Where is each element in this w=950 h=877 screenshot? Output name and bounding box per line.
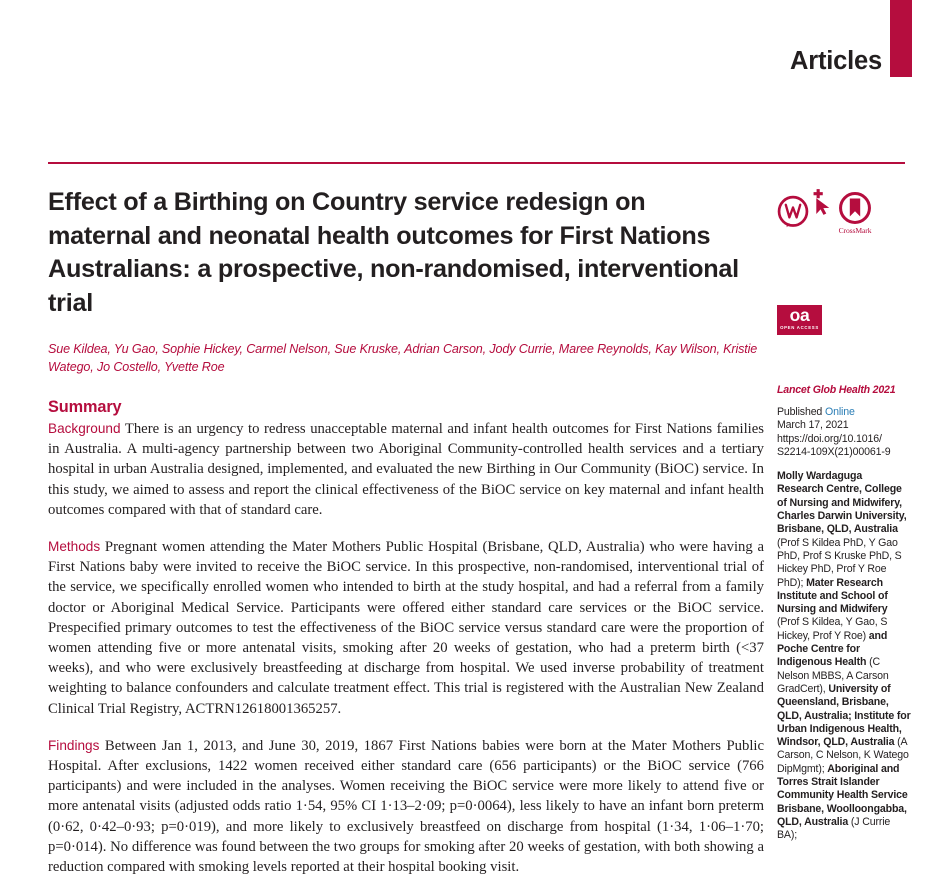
abstract-text-background: There is an urgency to redress unacceptable maternal and infant health outcomes for First Nations families in Australia. A multi-agency partnership between two Aboriginal Community-controlled health services and a tertiary hospital in urban Australia designed, implemented, and evaluated the new Birthing in Our Community (BiOC) service. In this study, we aimed to assess and report the clinical effectiveness of the BiOC service on key maternal and infant health outcomes compared with that of standard care. — [48, 421, 764, 518]
article-sidebar — [777, 384, 911, 843]
doi-line-1[interactable]: https://doi.org/10.1016/ — [777, 432, 882, 445]
affiliation-org-4: University of Queensland, Brisbane, QLD, Australia; Institute for Urban Indigenous Health, Windsor, QLD, Australia — [777, 682, 911, 749]
affiliation-people-2: (Prof S Kildea, Y Gao, S Hickey, Prof Y Roe) — [777, 616, 888, 642]
abstract-label-methods: Methods — [48, 539, 101, 555]
crossmark-icon — [838, 191, 872, 225]
journal-reference: Lancet Glob Health 2021 — [777, 384, 896, 396]
open-access-badge-text: oa — [789, 305, 810, 325]
published-prefix: Published — [777, 406, 825, 418]
open-access-badge[interactable] — [777, 305, 822, 335]
abstract-label-findings: Findings — [48, 737, 100, 753]
journal-w-mark-icon[interactable] — [775, 194, 811, 230]
page-title: Effect of a Birthing on Country service redesign on maternal and neonatal health outcomes for First Nations Australians: a prospective, non-randomised, interventional trial — [48, 188, 739, 317]
publication-info — [777, 406, 911, 459]
abstract-section-background — [48, 419, 764, 520]
affiliations-block — [777, 470, 911, 842]
published-online-link[interactable]: Online — [824, 406, 855, 418]
running-head-label: Articles — [790, 47, 882, 75]
crossmark-logo[interactable] — [834, 191, 876, 243]
open-access-badge-sublabel: OPEN ACCESS — [780, 325, 819, 330]
abstract-label-background: Background — [48, 421, 121, 436]
affiliation-people-5: (J Currie BA); — [777, 815, 891, 842]
logo-row — [775, 188, 915, 244]
affiliation-people-3: (C Nelson MBBS, A Carson GradCert), — [777, 656, 889, 695]
abstract-section-methods — [48, 537, 764, 719]
affiliation-org-2: Mater Research Institute and School of Nursing and Midwifery — [777, 576, 888, 616]
cursor-plus-icon[interactable] — [808, 188, 832, 216]
affiliation-org-1: Molly Wardaguga Research Centre, College of Nursing and Midwifery, Charles Darwin University, Brisbane, QLD, Australia — [777, 470, 907, 536]
doi-line-2[interactable]: S2214-109X(21)00061-9 — [777, 445, 891, 458]
affiliation-people-1: (Prof S Kildea PhD, Y Gao PhD, Prof S Kruske PhD, S Hickey PhD, Prof Y Roe PhD); — [777, 536, 902, 589]
page-corner-accent-bar — [890, 0, 912, 77]
crossmark-label: CrossMark — [838, 226, 872, 235]
author-list[interactable]: Sue Kildea, Yu Gao, Sophie Hickey, Carmel Nelson, Sue Kruske, Adrian Carson, Jody Currie, Maree Reynolds, Kay Wilson, Kristie Watego, Jo Costello, Yvette Roe — [48, 342, 758, 374]
affiliation-org-3: and Poche Centre for Indigenous Health — [777, 629, 888, 669]
abstract-section-findings — [48, 736, 764, 877]
published-date: March 17, 2021 — [777, 419, 849, 432]
abstract-text-methods: Pregnant women attending the Mater Mothers Public Hospital (Brisbane, QLD, Australia) who were having a First Nations baby were invited to receive the BiOC service. In this prospective, non-randomised, interventional trial of the service, we specifically enrolled women who intended to birth at the study hospital, and had a referral from a family doctor or Aboriginal Medical Service. Participants were offered either standard care services or the BiOC service. Prespecified primary outcomes to test the effectiveness of the BiOC service versus standard care were the proportion of women attending five or more antenatal visits, smoking after 20 weeks of gestation, who had a preterm birth (<37 weeks), and who were exclusively breastfeeding at discharge from hospital. We used inverse probability of treatment weighting to balance confounders and calculate treatment effect. This trial is registered with the Australian New Zealand Clinical Trial Registry, ACTRN12618001365257. — [48, 539, 765, 717]
affiliation-people-4: (A Carson, C Nelson, K Watego DipMgmt); — [777, 736, 909, 775]
affiliation-org-5: Aboriginal and Torres Strait Islander Community Health Service Brisbane, Woolloongabba, QLD, Australia — [777, 762, 908, 828]
summary-heading: Summary — [48, 398, 122, 416]
abstract-text-findings: Between Jan 1, 2013, and June 30, 2019, 1867 First Nations babies were born at the Mater Mothers Public Hospital. After exclusions, 1422 women received either standard care (656 participants) or the BiOC service (766 participants) and were included in the analyses. Women receiving the BiOC service were more likely to attend five or more antenatal visits (adjusted odds ratio 1·54, 95% CI 1·13–2·09; p=0·0064), less likely to have an infant born preterm (0·62, 0·42–0·93; p=0·019), and more likely to exclusively breastfeed on discharge from hospital (1·34, 1·06–1·70; p=0·014). No difference was found between the two groups for smoking after 20 weeks of gestation, with both showing a reduction compared with smoking levels reported at their hospital booking visit. — [48, 737, 764, 876]
title-divider-rule — [48, 162, 905, 164]
running-head — [0, 44, 950, 84]
article-main-column — [48, 186, 764, 877]
